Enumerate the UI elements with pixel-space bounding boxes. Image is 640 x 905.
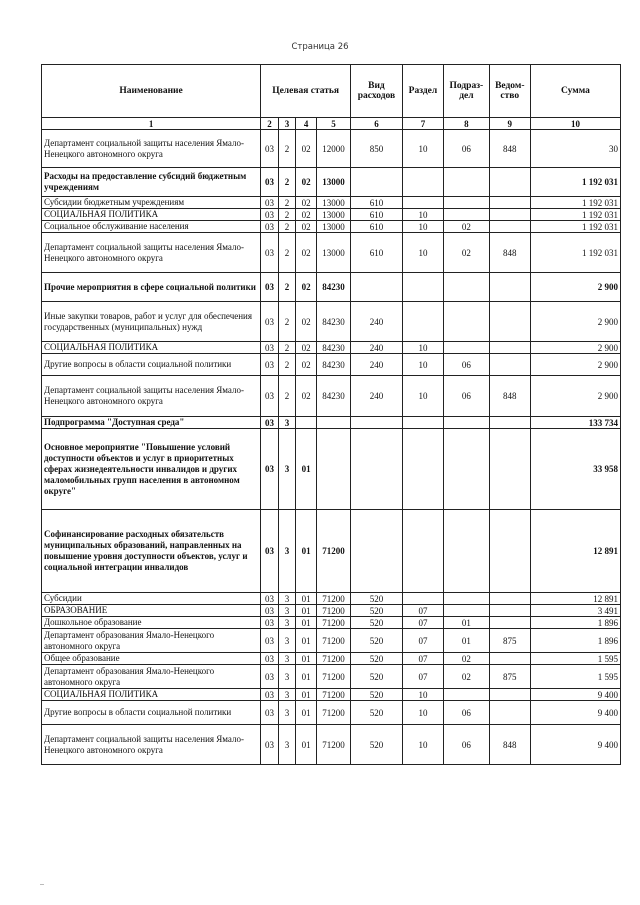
target-subprogram-cell: 3: [278, 593, 296, 605]
amount-cell: 2 900: [530, 273, 620, 302]
amount-cell: 1 192 031: [530, 221, 620, 233]
target-program-cell: 03: [261, 233, 279, 273]
target-event-cell: 01: [296, 429, 317, 510]
col-number: 4: [296, 118, 317, 130]
target-code-cell: 84230: [316, 302, 350, 342]
row-name-cell: Подпрограмма "Доступная среда": [42, 417, 261, 429]
target-subprogram-cell: 3: [278, 605, 296, 617]
row-name-cell: Департамент образования Ямало-Ненецкого автономного округа: [42, 665, 261, 689]
target-subprogram-cell: 3: [278, 689, 296, 701]
target-code-cell: 71200: [316, 605, 350, 617]
subsection-cell: [444, 197, 489, 209]
expense-type-cell: 240: [351, 302, 403, 342]
table-row: [42, 342, 621, 354]
target-code-cell: 71200: [316, 701, 350, 725]
target-code-cell: 84230: [316, 342, 350, 354]
row-name-cell: Иные закупки товаров, работ и услуг для обеспечения государственных (муниципальных) нужд: [42, 302, 261, 342]
row-name-cell: Расходы на предоставление субсидий бюджетным учреждениям: [42, 168, 261, 197]
target-program-cell: 03: [261, 168, 279, 197]
amount-cell: 1 595: [530, 665, 620, 689]
subsection-cell: [444, 510, 489, 593]
expense-type-cell: 520: [351, 665, 403, 689]
section-cell: [402, 593, 443, 605]
subsection-cell: [444, 605, 489, 617]
budget-table: [41, 64, 621, 765]
target-subprogram-cell: 3: [278, 725, 296, 765]
section-cell: 07: [402, 605, 443, 617]
target-subprogram-cell: 2: [278, 209, 296, 221]
subsection-cell: 01: [444, 617, 489, 629]
target-program-cell: 03: [261, 629, 279, 653]
expense-type-cell: [351, 510, 403, 593]
department-code-cell: [489, 653, 530, 665]
department-code-cell: [489, 429, 530, 510]
target-subprogram-cell: 3: [278, 665, 296, 689]
target-subprogram-cell: 3: [278, 429, 296, 510]
subsection-cell: [444, 168, 489, 197]
department-code-cell: [489, 197, 530, 209]
target-program-cell: 03: [261, 689, 279, 701]
header-name: Наименование: [42, 65, 261, 118]
expense-type-cell: 610: [351, 221, 403, 233]
target-subprogram-cell: 3: [278, 701, 296, 725]
target-subprogram-cell: 3: [278, 510, 296, 593]
expense-type-cell: 520: [351, 701, 403, 725]
expense-type-cell: 610: [351, 209, 403, 221]
target-event-cell: 01: [296, 665, 317, 689]
amount-cell: 2 900: [530, 376, 620, 417]
row-name-cell: СОЦИАЛЬНАЯ ПОЛИТИКА: [42, 689, 261, 701]
department-code-cell: [489, 510, 530, 593]
target-subprogram-cell: 2: [278, 130, 296, 168]
department-code-cell: [489, 168, 530, 197]
section-cell: [402, 417, 443, 429]
expense-type-cell: 520: [351, 629, 403, 653]
section-cell: 10: [402, 233, 443, 273]
col-number: 8: [444, 118, 489, 130]
row-name-cell: Департамент социальной защиты населения Ямало-Ненецкого автономного округа: [42, 233, 261, 273]
target-program-cell: 03: [261, 429, 279, 510]
target-subprogram-cell: 2: [278, 168, 296, 197]
table-row: [42, 617, 621, 629]
amount-cell: 2 900: [530, 342, 620, 354]
row-name-cell: Департамент образования Ямало-Ненецкого автономного округа: [42, 629, 261, 653]
target-program-cell: 03: [261, 665, 279, 689]
expense-type-cell: [351, 273, 403, 302]
section-cell: 10: [402, 354, 443, 376]
subsection-cell: 06: [444, 354, 489, 376]
col-number: 5: [316, 118, 350, 130]
department-code-cell: 848: [489, 725, 530, 765]
section-cell: [402, 168, 443, 197]
col-number: 7: [402, 118, 443, 130]
table-row: [42, 221, 621, 233]
expense-type-cell: 240: [351, 376, 403, 417]
table-row: [42, 665, 621, 689]
table-row: [42, 605, 621, 617]
amount-cell: 3 491: [530, 605, 620, 617]
header-subsection: Подраз-дел: [444, 65, 489, 118]
row-name-cell: Департамент социальной защиты населения Ямало-Ненецкого автономного округа: [42, 376, 261, 417]
subsection-cell: 01: [444, 629, 489, 653]
department-code-cell: [489, 701, 530, 725]
table-row: [42, 689, 621, 701]
section-cell: 10: [402, 725, 443, 765]
table-row: [42, 233, 621, 273]
amount-cell: 1 192 031: [530, 168, 620, 197]
section-cell: 07: [402, 617, 443, 629]
target-code-cell: 71200: [316, 629, 350, 653]
amount-cell: 9 400: [530, 725, 620, 765]
target-subprogram-cell: 2: [278, 221, 296, 233]
table-row: [42, 701, 621, 725]
target-code-cell: 71200: [316, 653, 350, 665]
row-name-cell: СОЦИАЛЬНАЯ ПОЛИТИКА: [42, 342, 261, 354]
target-subprogram-cell: 2: [278, 342, 296, 354]
subsection-cell: 06: [444, 725, 489, 765]
target-code-cell: 13000: [316, 233, 350, 273]
target-event-cell: 02: [296, 221, 317, 233]
header-expense-type: Вид расходов: [351, 65, 403, 118]
section-cell: 10: [402, 130, 443, 168]
target-event-cell: 02: [296, 233, 317, 273]
expense-type-cell: 240: [351, 342, 403, 354]
target-code-cell: 71200: [316, 725, 350, 765]
col-number: 2: [261, 118, 279, 130]
target-subprogram-cell: 2: [278, 273, 296, 302]
target-event-cell: 01: [296, 593, 317, 605]
department-code-cell: 875: [489, 665, 530, 689]
target-program-cell: 03: [261, 342, 279, 354]
subsection-cell: 06: [444, 376, 489, 417]
department-code-cell: 875: [489, 629, 530, 653]
target-code-cell: 84230: [316, 273, 350, 302]
section-cell: [402, 302, 443, 342]
department-code-cell: 848: [489, 233, 530, 273]
target-code-cell: 71200: [316, 510, 350, 593]
expense-type-cell: [351, 429, 403, 510]
target-event-cell: 02: [296, 197, 317, 209]
target-code-cell: 13000: [316, 197, 350, 209]
target-program-cell: 03: [261, 653, 279, 665]
target-program-cell: 03: [261, 593, 279, 605]
row-name-cell: Дошкольное образование: [42, 617, 261, 629]
target-program-cell: 03: [261, 701, 279, 725]
header-department: Ведом-ство: [489, 65, 530, 118]
target-code-cell: [316, 429, 350, 510]
table-row: [42, 429, 621, 510]
target-event-cell: 02: [296, 354, 317, 376]
target-event-cell: 02: [296, 302, 317, 342]
expense-type-cell: 520: [351, 617, 403, 629]
target-event-cell: [296, 417, 317, 429]
target-event-cell: 02: [296, 130, 317, 168]
subsection-cell: 06: [444, 701, 489, 725]
section-cell: [402, 197, 443, 209]
col-number: 6: [351, 118, 403, 130]
header-target-article: Целевая статья: [261, 65, 351, 118]
target-event-cell: 02: [296, 273, 317, 302]
amount-cell: 1 192 031: [530, 197, 620, 209]
page-mark: [40, 884, 44, 885]
expense-type-cell: 850: [351, 130, 403, 168]
target-subprogram-cell: 3: [278, 417, 296, 429]
table-row: [42, 725, 621, 765]
row-name-cell: Субсидии: [42, 593, 261, 605]
department-code-cell: [489, 273, 530, 302]
department-code-cell: [489, 354, 530, 376]
row-name-cell: Субсидии бюджетным учреждениям: [42, 197, 261, 209]
section-cell: 10: [402, 342, 443, 354]
target-event-cell: 01: [296, 689, 317, 701]
table-row: [42, 629, 621, 653]
target-subprogram-cell: 2: [278, 354, 296, 376]
department-code-cell: [489, 593, 530, 605]
amount-cell: 133 734: [530, 417, 620, 429]
target-event-cell: 01: [296, 653, 317, 665]
row-name-cell: Другие вопросы в области социальной политики: [42, 701, 261, 725]
expense-type-cell: [351, 168, 403, 197]
section-cell: 10: [402, 376, 443, 417]
target-event-cell: 02: [296, 376, 317, 417]
row-name-cell: Прочие мероприятия в сфере социальной политики: [42, 273, 261, 302]
table-row: [42, 209, 621, 221]
section-cell: 07: [402, 653, 443, 665]
target-code-cell: 71200: [316, 593, 350, 605]
subsection-cell: [444, 429, 489, 510]
page-number-label: Страница 26: [291, 42, 349, 52]
subsection-cell: [444, 342, 489, 354]
target-code-cell: [316, 417, 350, 429]
amount-cell: 2 900: [530, 302, 620, 342]
section-cell: 07: [402, 629, 443, 653]
target-program-cell: 03: [261, 605, 279, 617]
target-event-cell: 01: [296, 510, 317, 593]
target-event-cell: 01: [296, 725, 317, 765]
department-code-cell: [489, 302, 530, 342]
expense-type-cell: 520: [351, 593, 403, 605]
department-code-cell: [489, 342, 530, 354]
target-event-cell: 02: [296, 342, 317, 354]
column-number-row: [42, 118, 621, 130]
target-subprogram-cell: 2: [278, 197, 296, 209]
expense-type-cell: 520: [351, 725, 403, 765]
section-cell: [402, 273, 443, 302]
table-body: [42, 130, 621, 765]
target-subprogram-cell: 2: [278, 233, 296, 273]
expense-type-cell: 610: [351, 233, 403, 273]
department-code-cell: [489, 689, 530, 701]
header-amount: Сумма: [530, 65, 620, 118]
department-code-cell: [489, 221, 530, 233]
table-row: [42, 197, 621, 209]
target-program-cell: 03: [261, 302, 279, 342]
target-code-cell: 84230: [316, 354, 350, 376]
subsection-cell: [444, 273, 489, 302]
subsection-cell: 02: [444, 233, 489, 273]
expense-type-cell: 240: [351, 354, 403, 376]
row-name-cell: Основное мероприятие "Повышение условий доступности объектов и услуг в приоритетных сферах жизнедеятельности инвалидов и других маломобильных групп населения в автономном округе": [42, 429, 261, 510]
table-row: [42, 417, 621, 429]
amount-cell: 9 400: [530, 701, 620, 725]
table-row: [42, 354, 621, 376]
target-code-cell: 13000: [316, 168, 350, 197]
target-event-cell: 01: [296, 617, 317, 629]
section-cell: 10: [402, 221, 443, 233]
target-code-cell: 71200: [316, 617, 350, 629]
target-code-cell: 71200: [316, 665, 350, 689]
table-row: [42, 376, 621, 417]
row-name-cell: СОЦИАЛЬНАЯ ПОЛИТИКА: [42, 209, 261, 221]
department-code-cell: [489, 605, 530, 617]
target-code-cell: 13000: [316, 209, 350, 221]
subsection-cell: 02: [444, 653, 489, 665]
amount-cell: 1 192 031: [530, 233, 620, 273]
department-code-cell: [489, 209, 530, 221]
expense-type-cell: 610: [351, 197, 403, 209]
target-subprogram-cell: 3: [278, 653, 296, 665]
table-row: [42, 510, 621, 593]
row-name-cell: Общее образование: [42, 653, 261, 665]
row-name-cell: ОБРАЗОВАНИЕ: [42, 605, 261, 617]
amount-cell: 30: [530, 130, 620, 168]
department-code-cell: [489, 617, 530, 629]
department-code-cell: 848: [489, 130, 530, 168]
section-cell: [402, 510, 443, 593]
subsection-cell: 02: [444, 665, 489, 689]
target-program-cell: 03: [261, 725, 279, 765]
section-cell: 07: [402, 665, 443, 689]
section-cell: 10: [402, 701, 443, 725]
header-row: [42, 65, 621, 118]
section-cell: 10: [402, 689, 443, 701]
amount-cell: 33 958: [530, 429, 620, 510]
table-row: [42, 273, 621, 302]
target-program-cell: 03: [261, 221, 279, 233]
subsection-cell: [444, 209, 489, 221]
amount-cell: 1 896: [530, 617, 620, 629]
table-row: [42, 302, 621, 342]
target-subprogram-cell: 3: [278, 617, 296, 629]
target-event-cell: 02: [296, 209, 317, 221]
section-cell: 10: [402, 209, 443, 221]
amount-cell: 1 192 031: [530, 209, 620, 221]
col-number: 9: [489, 118, 530, 130]
table-row: [42, 130, 621, 168]
expense-type-cell: 520: [351, 689, 403, 701]
target-program-cell: 03: [261, 354, 279, 376]
subsection-cell: [444, 302, 489, 342]
expense-type-cell: [351, 417, 403, 429]
subsection-cell: [444, 689, 489, 701]
col-number: 1: [42, 118, 261, 130]
target-code-cell: 84230: [316, 376, 350, 417]
subsection-cell: 06: [444, 130, 489, 168]
header-section: Раздел: [402, 65, 443, 118]
row-name-cell: Другие вопросы в области социальной политики: [42, 354, 261, 376]
row-name-cell: Софинансирование расходных обязательств муниципальных образований, направленных на повышение уровня доступности объектов, услуг и социальной интеграции инвалидов: [42, 510, 261, 593]
target-program-cell: 03: [261, 197, 279, 209]
department-code-cell: 848: [489, 376, 530, 417]
target-program-cell: 03: [261, 209, 279, 221]
col-number: 10: [530, 118, 620, 130]
target-program-cell: 03: [261, 273, 279, 302]
target-event-cell: 01: [296, 701, 317, 725]
target-event-cell: 02: [296, 168, 317, 197]
target-code-cell: 71200: [316, 689, 350, 701]
amount-cell: 1 595: [530, 653, 620, 665]
amount-cell: 9 400: [530, 689, 620, 701]
target-event-cell: 01: [296, 605, 317, 617]
expense-type-cell: 520: [351, 605, 403, 617]
col-number: 3: [278, 118, 296, 130]
target-program-cell: 03: [261, 510, 279, 593]
section-cell: [402, 429, 443, 510]
amount-cell: 1 896: [530, 629, 620, 653]
target-program-cell: 03: [261, 376, 279, 417]
target-program-cell: 03: [261, 130, 279, 168]
target-subprogram-cell: 3: [278, 629, 296, 653]
department-code-cell: [489, 417, 530, 429]
subsection-cell: 02: [444, 221, 489, 233]
subsection-cell: [444, 417, 489, 429]
target-subprogram-cell: 2: [278, 376, 296, 417]
target-code-cell: 13000: [316, 221, 350, 233]
expense-type-cell: 520: [351, 653, 403, 665]
table-row: [42, 653, 621, 665]
table-row: [42, 168, 621, 197]
amount-cell: 12 891: [530, 510, 620, 593]
target-subprogram-cell: 2: [278, 302, 296, 342]
subsection-cell: [444, 593, 489, 605]
table-row: [42, 593, 621, 605]
amount-cell: 2 900: [530, 354, 620, 376]
row-name-cell: Социальное обслуживание населения: [42, 221, 261, 233]
amount-cell: 12 891: [530, 593, 620, 605]
row-name-cell: Департамент социальной защиты населения Ямало-Ненецкого автономного округа: [42, 725, 261, 765]
target-program-cell: 03: [261, 417, 279, 429]
target-code-cell: 12000: [316, 130, 350, 168]
row-name-cell: Департамент социальной защиты населения Ямало-Ненецкого автономного округа: [42, 130, 261, 168]
target-program-cell: 03: [261, 617, 279, 629]
target-event-cell: 01: [296, 629, 317, 653]
